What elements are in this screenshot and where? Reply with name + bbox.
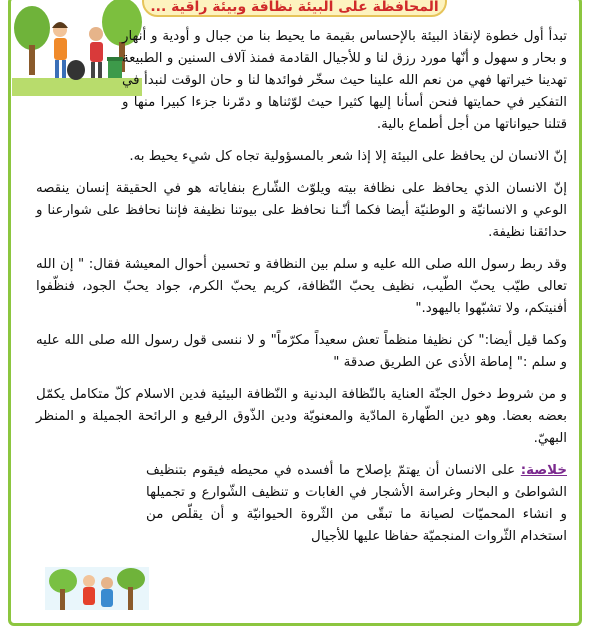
article-body: [36, 26, 567, 555]
title-banner: [142, 0, 447, 17]
paragraph-responsibility: إنّ الانسان لن يحافظ على البيئة إلا إذا شعر بالمسؤولية تجاه كل شيء يحيط به.: [129, 149, 567, 164]
paragraph-sayings: وكما قيل أيضا:" كن نظيفا منظماً تعش سعيداً مكرّماً" و لا ننسى قول رسول الله صلى الله عليه و سلم :" إماطة الأذى عن الطريق صدقة ": [36, 333, 567, 370]
banner-title: المحافظة على البيئة نظافة وبيئة راقية ...: [150, 0, 439, 15]
paragraph-hadith: وقد ربط رسول الله صلى الله عليه و سلم بين النظافة و تحسين أحوال المعيشة فقال: " إن الله تعالى طيّب يحبّ الطّيب، نظيف يحبّ النّظافة، كريم يحبّ الكرم، جواد يحبّ الجود، فنظّفوا أفنيتكم، ولا تشبّهوا باليهود.": [36, 257, 567, 316]
summary-label: خلاصة:: [520, 463, 567, 478]
paragraph-intro: تبدأ أول خطوة لإنقاذ البيئة بالإحساس بقيمة ما يحيط بنا من جبال و أودية و أنهار و بحار و سهول و أنّها مورد رزق لنا و للأجيال القادمة فمنذ آلاف السنين و الطبيعة تهدينا خيراتها فهي من نعم الله علينا حيث سخّر فوائدها لنا و حان الوقت لنبدأ في التفكير في حمايتها فنحن أسأنا إليها كثيرا حيث لوّثناها و دمّرنا جزءا كبيرا منها و قتلنا حيواناتها من أجل أطماع بالية.: [122, 29, 567, 132]
summary-paragraph: [36, 460, 567, 548]
planting-illustration: [45, 567, 149, 610]
paragraph-paradise: و من شروط دخول الجنّة العناية بالنّظافة البدنية و النّظافة البيئية فدين الاسلام كلّ متكامل يكمّل بعضه بعضا. وهو دين الطّهارة المادّية والمعنويّة ودين الذّوق الرفيع و الرائحة الجميلة و المنظر البهيّ.: [36, 387, 567, 446]
paragraph-street-cleanliness: إنّ الانسان الذي يحافظ على نظافة بيته ويلوّث الشّارع بنفاياته هو في الحقيقة إنسان ينقصه الوعي و الانسانيّة و الوطنيّة أيضا فكما أنّـنا نحافظ على بيوتنا نظيفة فإننا نحافظ على شوارعنا و حدائقنا نظيفة.: [36, 181, 567, 240]
summary-text: على الانسان أن يهتمّ بإصلاح ما أفسده في محيطه فيقوم بتنظيف الشواطئ و البحار وغراسة الأشجار في الغابات و تنظيف الشّوارع و تجميلها و انشاء المحميّات لصيانة ما تبقّى من الثّروة الحيوانيّة و أن يقلّص من استخدام الثّروات المنجميّة حفاظا عليها للأجيال: [146, 463, 567, 544]
